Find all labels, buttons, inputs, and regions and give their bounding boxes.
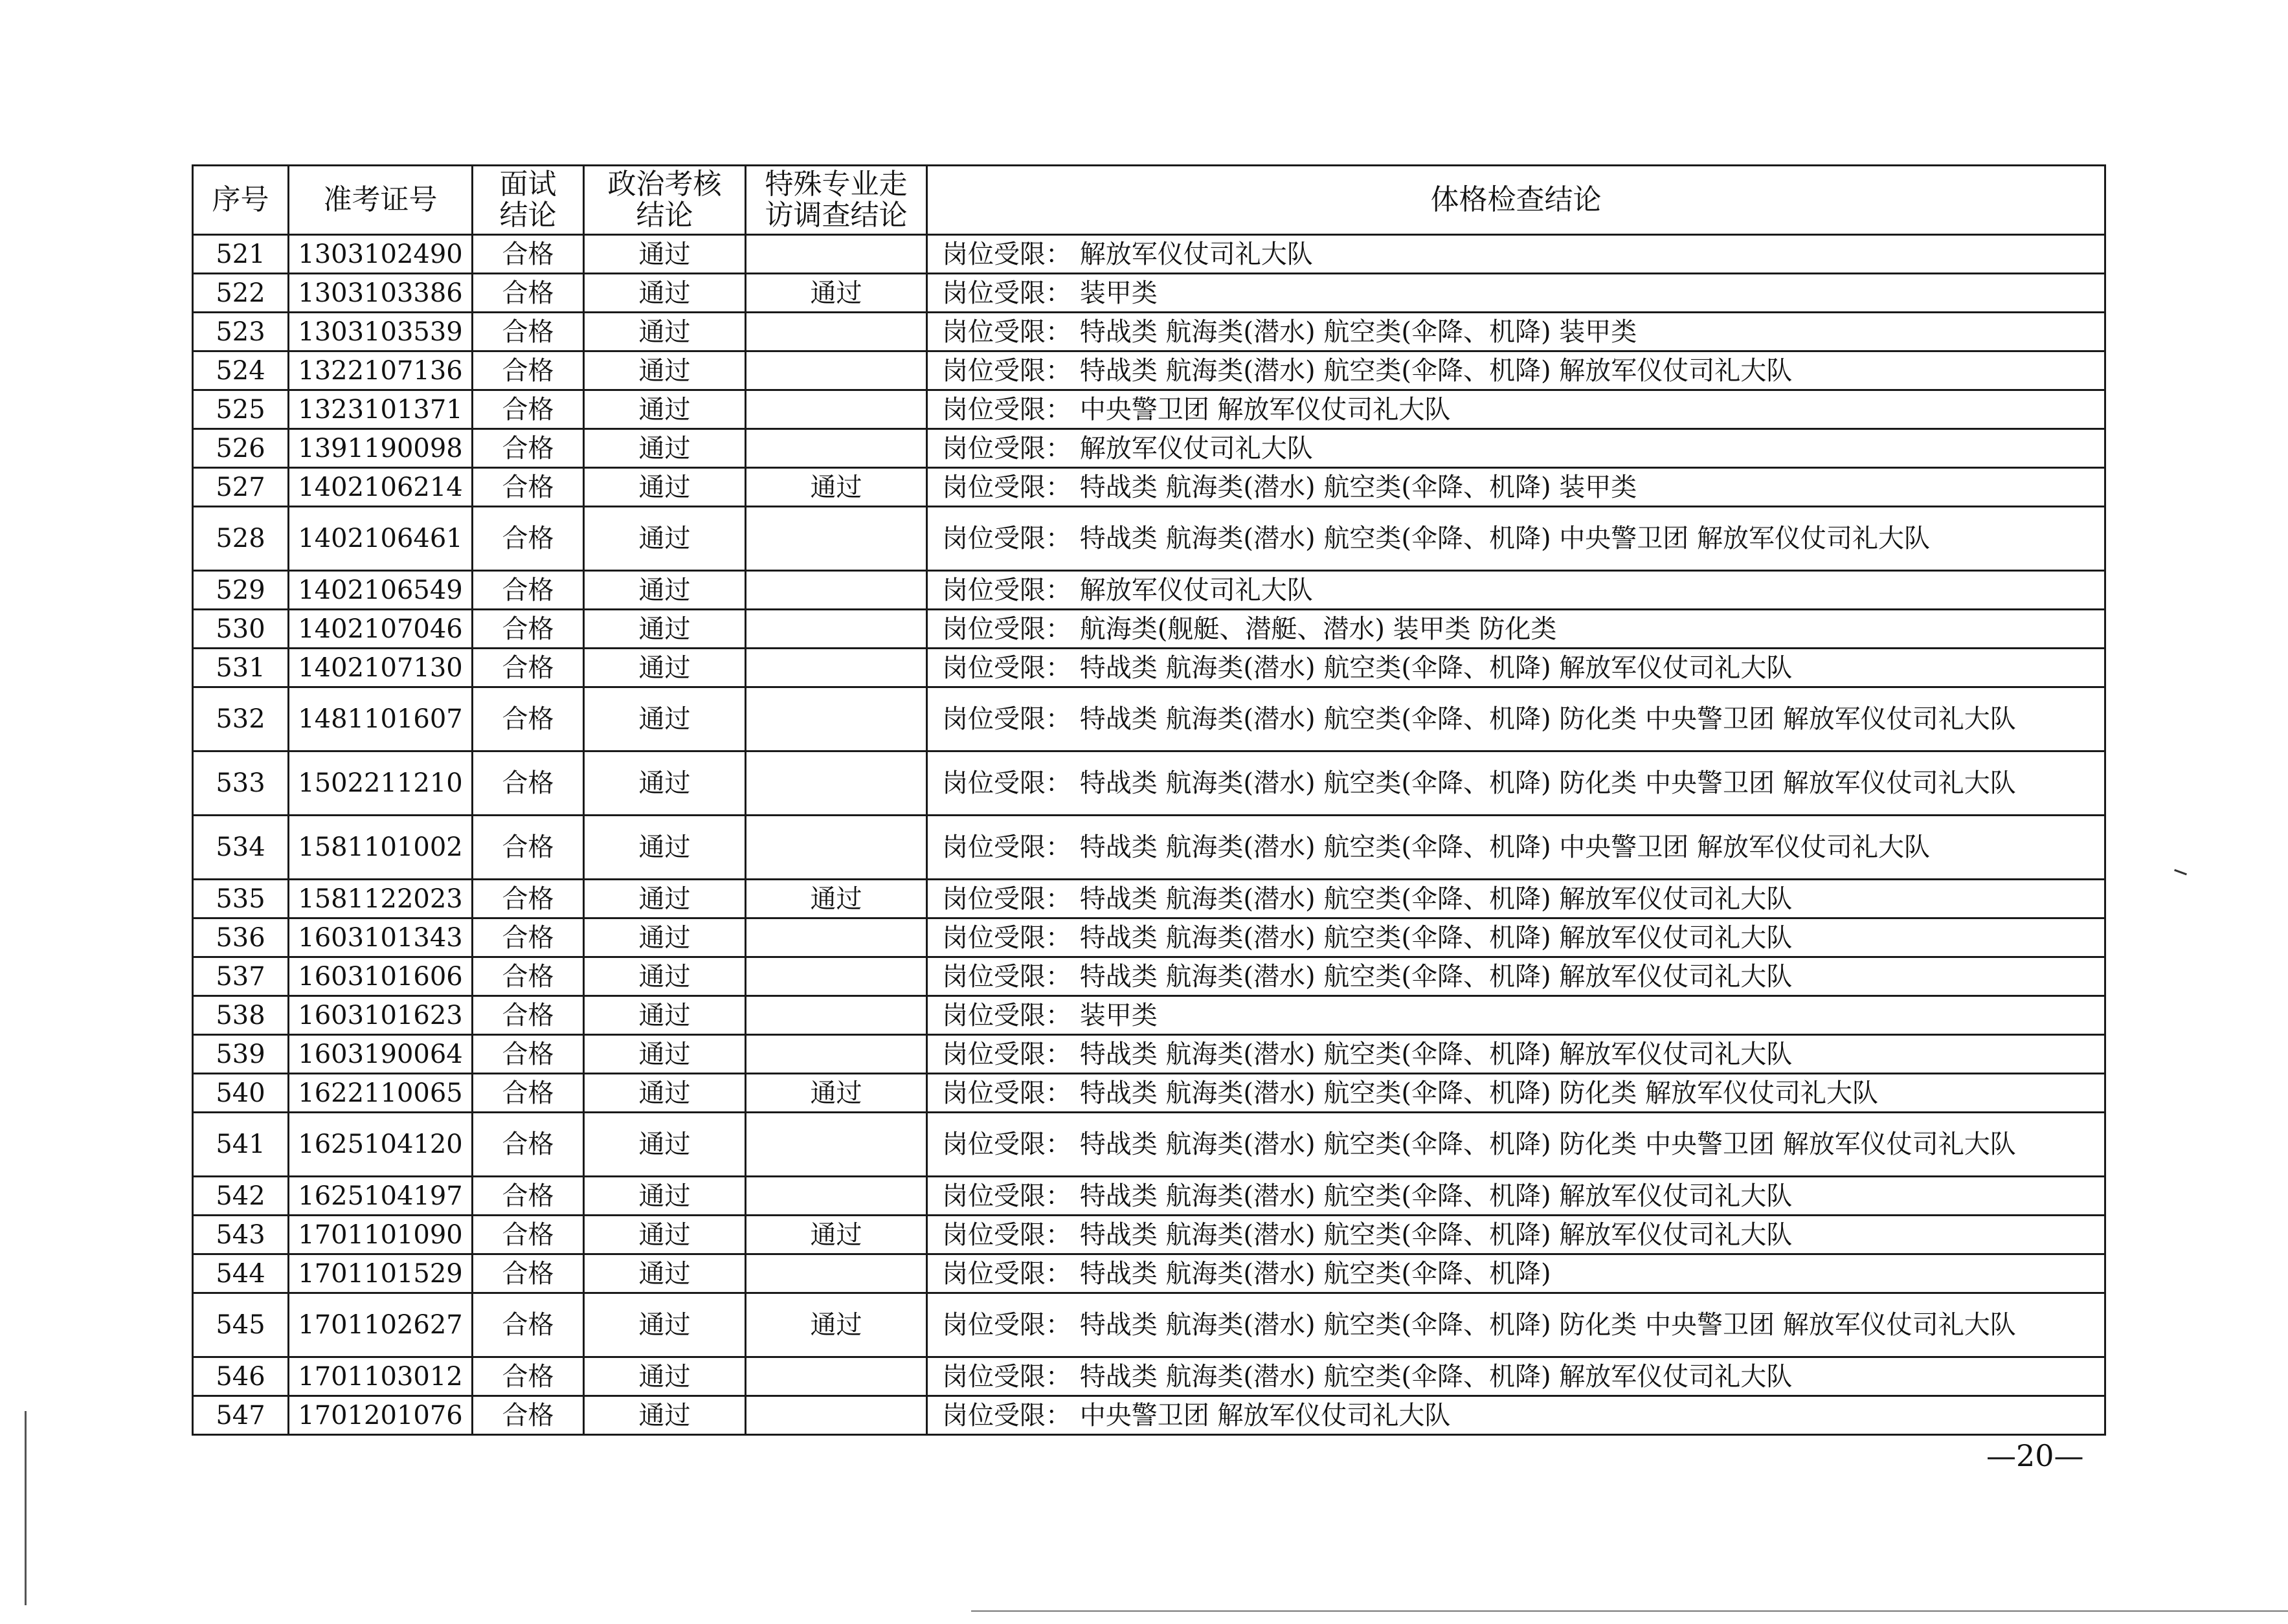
cell-special <box>746 1396 927 1435</box>
cell-special <box>746 1254 927 1293</box>
cell-seq: 529 <box>193 571 289 610</box>
cell-political: 通过 <box>584 1216 746 1254</box>
cell-ticket: 1701101090 <box>289 1216 473 1254</box>
cell-ticket: 1701201076 <box>289 1396 473 1435</box>
table-row <box>193 468 2105 507</box>
cell-special: 通过 <box>746 1216 927 1254</box>
cell-interview: 合格 <box>473 429 584 468</box>
cell-interview: 合格 <box>473 751 584 816</box>
cell-political: 通过 <box>584 274 746 313</box>
cell-seq: 530 <box>193 610 289 649</box>
cell-special <box>746 649 927 687</box>
cell-seq: 526 <box>193 429 289 468</box>
cell-ticket: 1701102627 <box>289 1293 473 1357</box>
header-seq: 序号 <box>193 166 289 235</box>
cell-ticket: 1303102490 <box>289 235 473 274</box>
scan-speck <box>2174 869 2187 876</box>
cell-ticket: 1481101607 <box>289 687 473 751</box>
cell-special: 通过 <box>746 274 927 313</box>
cell-political: 通过 <box>584 235 746 274</box>
cell-political: 通过 <box>584 1254 746 1293</box>
cell-ticket: 1701103012 <box>289 1357 473 1396</box>
table-row <box>193 274 2105 313</box>
cell-physical: 岗位受限： 特战类 航海类(潜水) 航空类(伞降、机降) 防化类 解放军仪仗司礼大队 <box>927 1074 2105 1113</box>
cell-special <box>746 1177 927 1216</box>
cell-special <box>746 235 927 274</box>
cell-ticket: 1622110065 <box>289 1074 473 1113</box>
cell-seq: 544 <box>193 1254 289 1293</box>
header-row <box>193 166 2105 235</box>
table-row <box>193 880 2105 918</box>
cell-interview: 合格 <box>473 274 584 313</box>
table-row <box>193 1357 2105 1396</box>
table-row <box>193 751 2105 816</box>
table-body <box>193 235 2105 1435</box>
cell-interview: 合格 <box>473 507 584 571</box>
cell-special <box>746 507 927 571</box>
cell-ticket: 1391190098 <box>289 429 473 468</box>
cell-physical: 岗位受限： 特战类 航海类(潜水) 航空类(伞降、机降) 装甲类 <box>927 313 2105 351</box>
cell-seq: 541 <box>193 1113 289 1177</box>
cell-seq: 523 <box>193 313 289 351</box>
table-row <box>193 918 2105 957</box>
table-row <box>193 816 2105 880</box>
scan-edge-mark <box>971 1610 2288 1612</box>
cell-political: 通过 <box>584 1293 746 1357</box>
cell-special <box>746 1113 927 1177</box>
cell-seq: 532 <box>193 687 289 751</box>
cell-political: 通过 <box>584 1074 746 1113</box>
cell-political: 通过 <box>584 313 746 351</box>
table-row <box>193 957 2105 996</box>
cell-interview: 合格 <box>473 571 584 610</box>
cell-physical: 岗位受限： 中央警卫团 解放军仪仗司礼大队 <box>927 1396 2105 1435</box>
cell-interview: 合格 <box>473 1216 584 1254</box>
table-row <box>193 390 2105 429</box>
cell-political: 通过 <box>584 468 746 507</box>
cell-special <box>746 1035 927 1074</box>
cell-interview: 合格 <box>473 1113 584 1177</box>
cell-special <box>746 751 927 816</box>
cell-political: 通过 <box>584 507 746 571</box>
cell-seq: 531 <box>193 649 289 687</box>
scan-edge-mark <box>25 1411 27 1605</box>
cell-ticket: 1603101606 <box>289 957 473 996</box>
cell-political: 通过 <box>584 1177 746 1216</box>
header-special: 特殊专业走访调查结论 <box>746 166 927 235</box>
header-ticket: 准考证号 <box>289 166 473 235</box>
cell-political: 通过 <box>584 957 746 996</box>
cell-political: 通过 <box>584 687 746 751</box>
cell-physical: 岗位受限： 中央警卫团 解放军仪仗司礼大队 <box>927 390 2105 429</box>
cell-seq: 542 <box>193 1177 289 1216</box>
table-row <box>193 507 2105 571</box>
cell-special <box>746 610 927 649</box>
results-table <box>192 164 2106 1436</box>
cell-interview: 合格 <box>473 957 584 996</box>
cell-seq: 539 <box>193 1035 289 1074</box>
cell-interview: 合格 <box>473 1293 584 1357</box>
cell-interview: 合格 <box>473 235 584 274</box>
table-row <box>193 1035 2105 1074</box>
cell-physical: 岗位受限： 特战类 航海类(潜水) 航空类(伞降、机降) 解放军仪仗司礼大队 <box>927 880 2105 918</box>
cell-interview: 合格 <box>473 351 584 390</box>
cell-political: 通过 <box>584 351 746 390</box>
cell-physical: 岗位受限： 装甲类 <box>927 274 2105 313</box>
header-interview: 面试结论 <box>473 166 584 235</box>
cell-interview: 合格 <box>473 610 584 649</box>
cell-ticket: 1625104197 <box>289 1177 473 1216</box>
cell-ticket: 1402106461 <box>289 507 473 571</box>
cell-ticket: 1581101002 <box>289 816 473 880</box>
cell-ticket: 1625104120 <box>289 1113 473 1177</box>
cell-interview: 合格 <box>473 996 584 1035</box>
cell-physical: 岗位受限： 特战类 航海类(潜水) 航空类(伞降、机降) 解放军仪仗司礼大队 <box>927 1035 2105 1074</box>
cell-political: 通过 <box>584 996 746 1035</box>
cell-seq: 522 <box>193 274 289 313</box>
table-row <box>193 1074 2105 1113</box>
cell-ticket: 1303103386 <box>289 274 473 313</box>
cell-physical: 岗位受限： 特战类 航海类(潜水) 航空类(伞降、机降) 防化类 中央警卫团 解放军仪仗司礼大队 <box>927 687 2105 751</box>
cell-interview: 合格 <box>473 1357 584 1396</box>
cell-physical: 岗位受限： 特战类 航海类(潜水) 航空类(伞降、机降) 解放军仪仗司礼大队 <box>927 918 2105 957</box>
cell-political: 通过 <box>584 1035 746 1074</box>
cell-ticket: 1603190064 <box>289 1035 473 1074</box>
cell-ticket: 1502211210 <box>289 751 473 816</box>
cell-interview: 合格 <box>473 1254 584 1293</box>
cell-interview: 合格 <box>473 880 584 918</box>
cell-political: 通过 <box>584 1357 746 1396</box>
cell-interview: 合格 <box>473 816 584 880</box>
cell-political: 通过 <box>584 1396 746 1435</box>
cell-seq: 546 <box>193 1357 289 1396</box>
cell-ticket: 1603101343 <box>289 918 473 957</box>
cell-special <box>746 687 927 751</box>
cell-political: 通过 <box>584 880 746 918</box>
cell-physical: 岗位受限： 特战类 航海类(潜水) 航空类(伞降、机降) 解放军仪仗司礼大队 <box>927 1357 2105 1396</box>
cell-seq: 535 <box>193 880 289 918</box>
cell-seq: 537 <box>193 957 289 996</box>
cell-physical: 岗位受限： 特战类 航海类(潜水) 航空类(伞降、机降) 解放军仪仗司礼大队 <box>927 351 2105 390</box>
cell-special <box>746 918 927 957</box>
cell-political: 通过 <box>584 649 746 687</box>
cell-special <box>746 351 927 390</box>
cell-physical: 岗位受限： 航海类(舰艇、潜艇、潜水) 装甲类 防化类 <box>927 610 2105 649</box>
cell-seq: 527 <box>193 468 289 507</box>
cell-special <box>746 816 927 880</box>
cell-ticket: 1303103539 <box>289 313 473 351</box>
cell-seq: 521 <box>193 235 289 274</box>
cell-physical: 岗位受限： 特战类 航海类(潜水) 航空类(伞降、机降) 防化类 中央警卫团 解放军仪仗司礼大队 <box>927 751 2105 816</box>
cell-seq: 533 <box>193 751 289 816</box>
cell-ticket: 1323101371 <box>289 390 473 429</box>
cell-interview: 合格 <box>473 1074 584 1113</box>
cell-special <box>746 390 927 429</box>
cell-political: 通过 <box>584 816 746 880</box>
cell-physical: 岗位受限： 解放军仪仗司礼大队 <box>927 571 2105 610</box>
cell-interview: 合格 <box>473 390 584 429</box>
cell-interview: 合格 <box>473 313 584 351</box>
table-row <box>193 571 2105 610</box>
table-row <box>193 996 2105 1035</box>
cell-ticket: 1402107046 <box>289 610 473 649</box>
cell-physical: 岗位受限： 解放军仪仗司礼大队 <box>927 235 2105 274</box>
cell-ticket: 1581122023 <box>289 880 473 918</box>
cell-physical: 岗位受限： 特战类 航海类(潜水) 航空类(伞降、机降) 中央警卫团 解放军仪仗司礼大队 <box>927 507 2105 571</box>
cell-physical: 岗位受限： 特战类 航海类(潜水) 航空类(伞降、机降) 解放军仪仗司礼大队 <box>927 957 2105 996</box>
cell-special: 通过 <box>746 880 927 918</box>
cell-political: 通过 <box>584 1113 746 1177</box>
cell-special <box>746 1357 927 1396</box>
cell-physical: 岗位受限： 特战类 航海类(潜水) 航空类(伞降、机降) 解放军仪仗司礼大队 <box>927 1216 2105 1254</box>
cell-physical: 岗位受限： 特战类 航海类(潜水) 航空类(伞降、机降) <box>927 1254 2105 1293</box>
cell-seq: 525 <box>193 390 289 429</box>
cell-physical: 岗位受限： 特战类 航海类(潜水) 航空类(伞降、机降) 中央警卫团 解放军仪仗司礼大队 <box>927 816 2105 880</box>
table-row <box>193 649 2105 687</box>
cell-special <box>746 571 927 610</box>
cell-seq: 528 <box>193 507 289 571</box>
cell-interview: 合格 <box>473 918 584 957</box>
cell-physical: 岗位受限： 特战类 航海类(潜水) 航空类(伞降、机降) 防化类 中央警卫团 解放军仪仗司礼大队 <box>927 1113 2105 1177</box>
cell-physical: 岗位受限： 特战类 航海类(潜水) 航空类(伞降、机降) 装甲类 <box>927 468 2105 507</box>
cell-ticket: 1402106214 <box>289 468 473 507</box>
table-row <box>193 1177 2105 1216</box>
cell-special <box>746 957 927 996</box>
table-row <box>193 429 2105 468</box>
cell-interview: 合格 <box>473 1035 584 1074</box>
cell-political: 通过 <box>584 429 746 468</box>
table-row <box>193 313 2105 351</box>
cell-interview: 合格 <box>473 649 584 687</box>
cell-physical: 岗位受限： 特战类 航海类(潜水) 航空类(伞降、机降) 解放军仪仗司礼大队 <box>927 649 2105 687</box>
cell-physical: 岗位受限： 特战类 航海类(潜水) 航空类(伞降、机降) 防化类 中央警卫团 解放军仪仗司礼大队 <box>927 1293 2105 1357</box>
cell-seq: 524 <box>193 351 289 390</box>
cell-political: 通过 <box>584 918 746 957</box>
cell-physical: 岗位受限： 特战类 航海类(潜水) 航空类(伞降、机降) 解放军仪仗司礼大队 <box>927 1177 2105 1216</box>
cell-ticket: 1402107130 <box>289 649 473 687</box>
cell-special <box>746 996 927 1035</box>
table-row <box>193 351 2105 390</box>
cell-seq: 536 <box>193 918 289 957</box>
cell-political: 通过 <box>584 751 746 816</box>
table-row <box>193 1113 2105 1177</box>
table-row <box>193 1396 2105 1435</box>
cell-special: 通过 <box>746 468 927 507</box>
cell-ticket: 1322107136 <box>289 351 473 390</box>
cell-physical: 岗位受限： 装甲类 <box>927 996 2105 1035</box>
cell-special: 通过 <box>746 1293 927 1357</box>
table-row <box>193 610 2105 649</box>
table-row <box>193 1216 2105 1254</box>
cell-seq: 545 <box>193 1293 289 1357</box>
header-political: 政治考核结论 <box>584 166 746 235</box>
table-row <box>193 235 2105 274</box>
cell-seq: 540 <box>193 1074 289 1113</box>
cell-political: 通过 <box>584 571 746 610</box>
cell-seq: 538 <box>193 996 289 1035</box>
cell-special: 通过 <box>746 1074 927 1113</box>
table-row <box>193 1254 2105 1293</box>
cell-political: 通过 <box>584 610 746 649</box>
cell-interview: 合格 <box>473 1396 584 1435</box>
cell-seq: 547 <box>193 1396 289 1435</box>
cell-interview: 合格 <box>473 687 584 751</box>
cell-ticket: 1402106549 <box>289 571 473 610</box>
cell-seq: 534 <box>193 816 289 880</box>
page-number: —20— <box>1986 1438 2084 1473</box>
cell-political: 通过 <box>584 390 746 429</box>
cell-physical: 岗位受限： 解放军仪仗司礼大队 <box>927 429 2105 468</box>
table-row <box>193 1293 2105 1357</box>
cell-ticket: 1701101529 <box>289 1254 473 1293</box>
cell-special <box>746 313 927 351</box>
cell-ticket: 1603101623 <box>289 996 473 1035</box>
header-physical: 体格检查结论 <box>927 166 2105 235</box>
table-row <box>193 687 2105 751</box>
cell-interview: 合格 <box>473 468 584 507</box>
cell-special <box>746 429 927 468</box>
cell-seq: 543 <box>193 1216 289 1254</box>
cell-interview: 合格 <box>473 1177 584 1216</box>
